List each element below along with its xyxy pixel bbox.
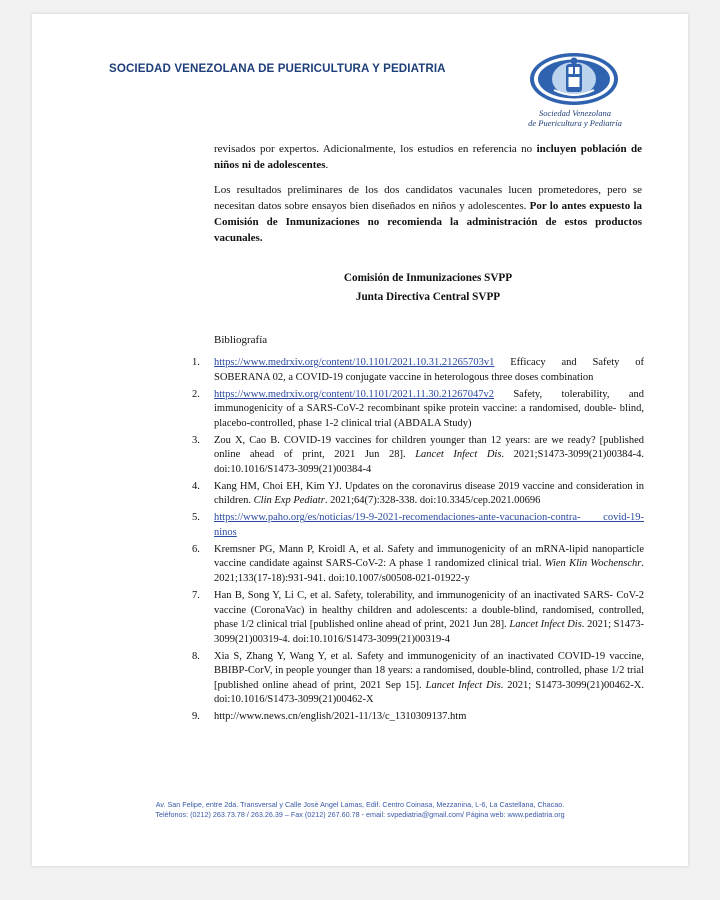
letterhead-footer bbox=[32, 800, 688, 819]
reference-number: 5. bbox=[192, 512, 200, 524]
paragraph-2-text: Los resultados preliminares de los dos candidatos vacunales lucen prometedores, pero se necesitan datos sobre ensayos bien diseñados en niños y adolescentes. bbox=[214, 184, 642, 212]
paragraph-1-text-c: . bbox=[325, 159, 329, 171]
logo-caption bbox=[520, 108, 630, 128]
reference-5 bbox=[192, 511, 644, 540]
reference-number: 1. bbox=[192, 357, 200, 368]
reference-1 bbox=[192, 356, 644, 385]
reference-number: 7. bbox=[192, 590, 200, 602]
reference-journal: Lancet Infect Dis bbox=[425, 679, 501, 691]
reference-text: Zou X, Cao B. COVID-19 vaccines for children younger than 12 years: are we ready? [published online ahead of print, 2021 Jun 28]. bbox=[214, 434, 644, 461]
logo-line-2: de Puericultura y Pediatría bbox=[528, 118, 622, 128]
reference-6 bbox=[192, 543, 644, 587]
reference-number: 6. bbox=[192, 543, 200, 555]
reference-9 bbox=[192, 710, 644, 725]
paragraph-1-bold: incluyen población de niños ni de adolescentes bbox=[214, 143, 643, 171]
reference-4 bbox=[192, 480, 644, 509]
document-page bbox=[32, 14, 688, 866]
reference-text: . 2021; S1473-3099(21)00319-4. doi:10.1016/S1473-3099(21)00319-4 bbox=[214, 619, 644, 645]
reference-text: . 2021;64(7):328-338. doi:10.3345/cep.2021.00696 bbox=[324, 495, 541, 507]
svpp-seal-icon bbox=[524, 50, 624, 108]
reference-number: 2. bbox=[192, 388, 200, 400]
logo-line-1: Sociedad Venezolana bbox=[539, 108, 611, 118]
reference-number: 3. bbox=[192, 434, 200, 446]
reference-3 bbox=[192, 434, 644, 478]
reference-text: Efficacy and Safety of SOBERANA 02, a COVID-19 conjugate vaccine in heterologous three doses combination bbox=[214, 357, 644, 383]
svpp-logo bbox=[520, 50, 630, 140]
reference-7 bbox=[192, 589, 644, 647]
reference-text: Kremsner PG, Mann P, Kroidl A, et al. Safety and immunogenicity of an mRNA-lipid nanoparticle vaccine candidate against SARS-CoV-2: A phase 1 randomized clinical trial. bbox=[214, 543, 644, 570]
org-name: SOCIEDAD VENEZOLANA DE PUERICULTURA Y PEDIATRIA bbox=[109, 62, 446, 75]
reference-journal: Clin Exp Pediatr bbox=[253, 495, 325, 507]
bibliography-list bbox=[192, 356, 644, 727]
reference-8 bbox=[192, 650, 644, 708]
paragraph-2-bold: Por lo antes expuesto la Comisión de Inmunizaciones no recomienda la administración de estos productos vacunales. bbox=[214, 200, 643, 244]
reference-text: . 2021; S1473-3099(21)00462-X. doi:10.1016/S1473-3099(21)00462-X bbox=[214, 679, 644, 706]
reference-text: http://www.news.cn/english/2021-11/13/c_1310309137.htm bbox=[214, 711, 467, 723]
footer-address: Av. San Felipe, entre 2da. Transversal y Calle José Angel Lamas, Edif. Centro Coinasa, Mezzanina, L-6, La Castellana, Chacao. bbox=[155, 800, 565, 809]
bibliography-title: Bibliografía bbox=[214, 334, 268, 346]
reference-link[interactable]: https://www.medrxiv.org/content/10.1101/2021.11.30.21267047v2 bbox=[214, 388, 494, 400]
letterhead bbox=[32, 14, 688, 134]
reference-journal: Lancet Infect Dis bbox=[509, 619, 582, 631]
reference-text: . 2021;133(17-18):931-941. doi:10.1007/s00508-021-01922-y bbox=[214, 558, 644, 584]
paragraph-2 bbox=[214, 182, 642, 246]
reference-link[interactable]: https://www.medrxiv.org/content/10.1101/2021.10.31.21265703v1 bbox=[214, 357, 495, 368]
footer-contact: Teléfonos: (0212) 263.73.78 / 263.26.39 – Fax (0212) 267.60.78 - email: svpediatria@gmail.com/ Página web: www.pediatria.org bbox=[155, 809, 565, 819]
reference-text: . 2021;S1473-3099(21)00384-4. doi:10.1016/S1473-3099(21)00384-4 bbox=[214, 449, 644, 475]
reference-number: 4. bbox=[192, 480, 200, 492]
signature-line-2: Junta Directiva Central SVPP bbox=[355, 291, 501, 303]
signature-line-1: Comisión de Inmunizaciones SVPP bbox=[343, 272, 513, 284]
paragraph-1-text-a: revisados por expertos. Adicionalmente, los estudios en referencia no bbox=[214, 143, 537, 155]
reference-text: Kang HM, Choi EH, Kim YJ. Updates on the coronavirus disease 2019 vaccine and consideration in children. bbox=[214, 480, 644, 507]
reference-text: Safety, tolerability, and immunogenicity of a SARS-CoV-2 recombinant spike protein vaccine: a randomised, double- blind, placebo-controlled, phase 1-2 clinical trial (ABDALA Study) bbox=[214, 388, 644, 429]
reference-number: 9. bbox=[192, 711, 200, 723]
reference-number: 8. bbox=[192, 650, 200, 662]
reference-journal: Wien Klin Wochenschr bbox=[544, 558, 642, 570]
reference-2 bbox=[192, 388, 644, 432]
reference-text: Xia S, Zhang Y, Wang Y, et al. Safety and immunogenicity of an inactivated COVID-19 vaccine, BBIBP-CorV, in people younger than 18 years: a randomised, double-blind, controlled, phase 1/2 trial [published online ahead of print, 2021 Sep 15]. bbox=[214, 650, 644, 691]
reference-text: Han B, Song Y, Li C, et al. Safety, tolerability, and immunogenicity of an inactivated SARS- CoV-2 vaccine (CoronaVac) in healthy children and adolescents: a double-blind, randomised, controlled, phase 1/2 clinical trial [published online ahead of print, 2021 Jun 28]. bbox=[214, 590, 644, 631]
reference-journal: Lancet Infect Dis bbox=[415, 449, 502, 461]
reference-link[interactable]: https://www.paho.org/es/noticias/19-9-2021-recomendaciones-ante-vacunacion-contra- covid-19-ninos bbox=[214, 512, 644, 538]
paragraph-1 bbox=[214, 141, 642, 173]
